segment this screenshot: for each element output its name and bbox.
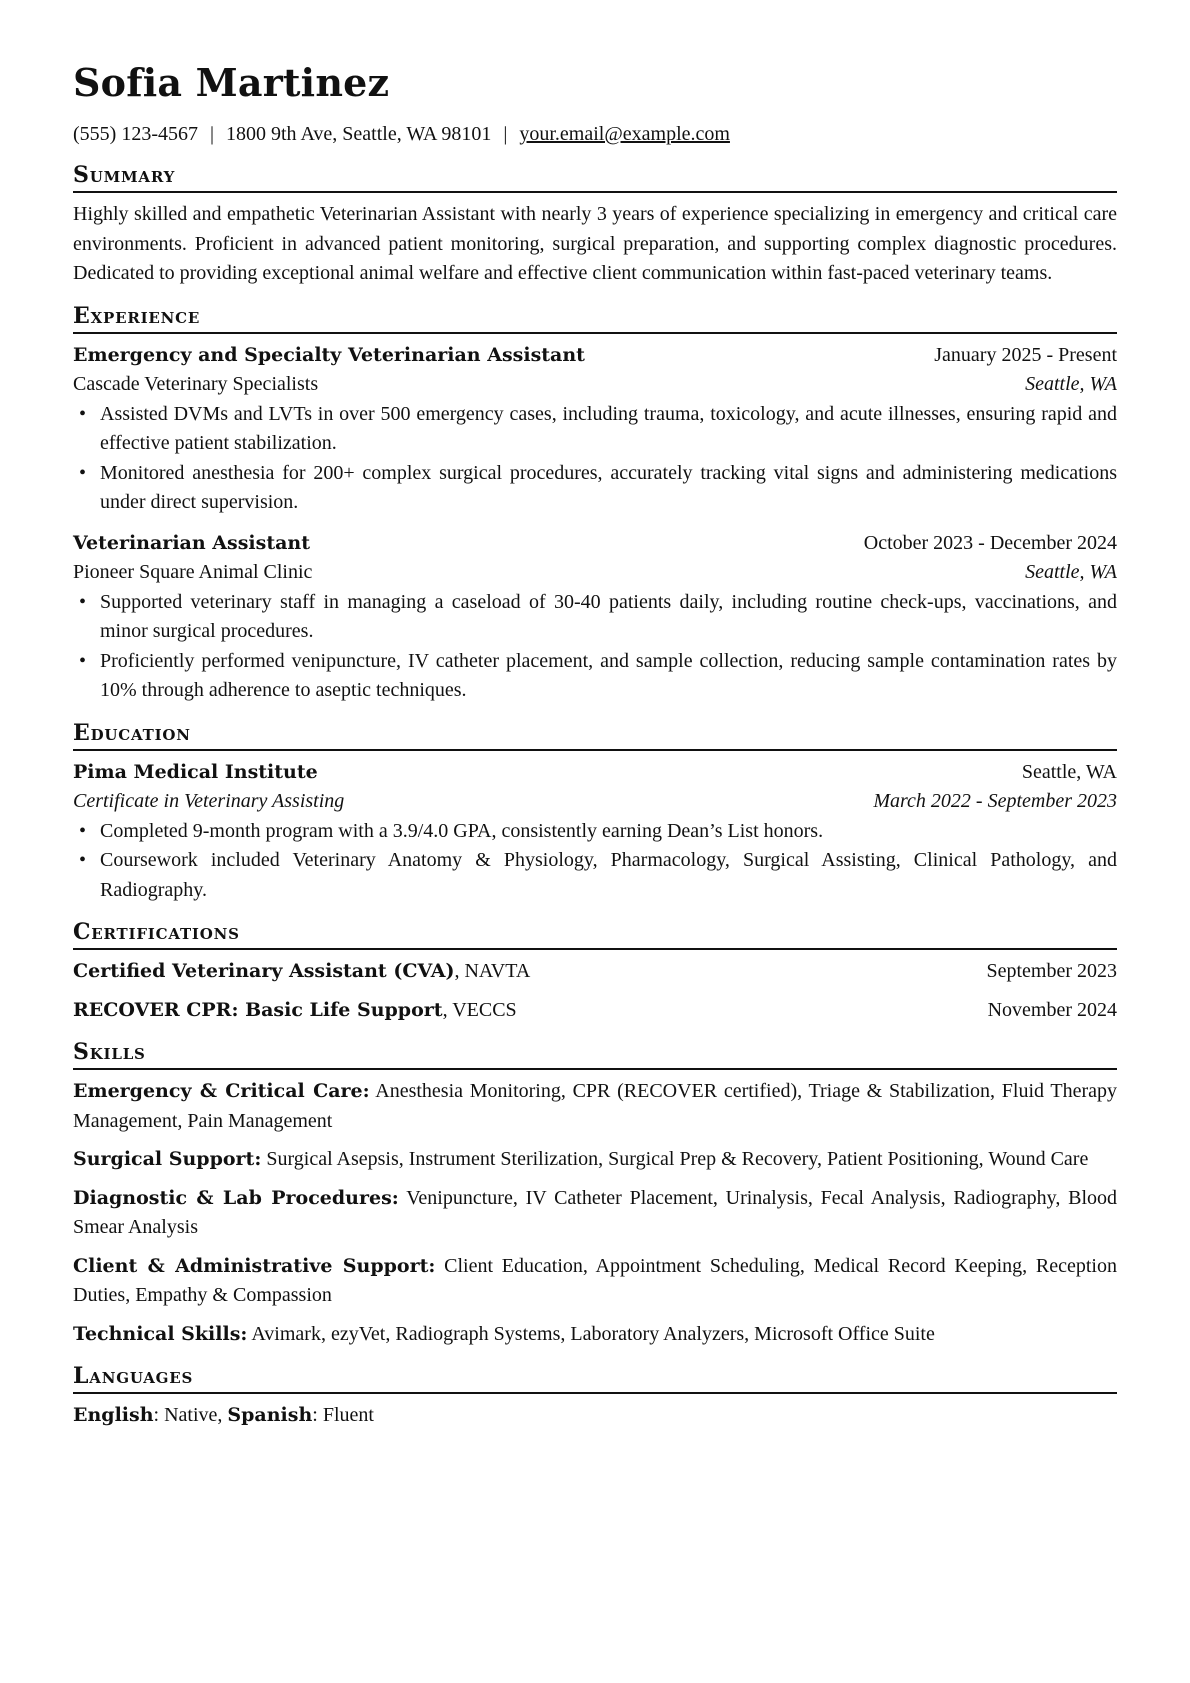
skill-list: Surgical Asepsis, Instrument Sterilization, Surgical Prep & Recovery, Patient Positioning, Wound Care — [261, 1148, 1089, 1170]
bullet-item: • Coursework included Veterinary Anatomy & Physiology, Pharmacology, Surgical Assisting, Clinical Pathology, and Radiography. — [100, 846, 1117, 905]
skill-label: Diagnostic & Lab Procedures: — [73, 1186, 399, 1209]
languages-line — [73, 1401, 1117, 1431]
skill-list: Client Education, Appointment Scheduling, Medical Record Keeping, Reception Duties, Empathy & Compassion — [73, 1254, 1117, 1306]
bullet-item: • Supported veterinary staff in managing a caseload of 30-40 patients daily, including routine check-ups, vaccinations, and minor surgical procedures. — [100, 588, 1117, 647]
email-link[interactable]: your.email@example.com — [519, 123, 730, 145]
education-dates: March 2022 - September 2023 — [873, 790, 1117, 812]
certification-name: Certified Veterinary Assistant (CVA) — [73, 960, 455, 982]
certification-item — [73, 996, 1117, 1025]
candidate-name: Sofia Martinez — [73, 60, 390, 105]
summary-text: Highly skilled and empathetic Veterinarian Assistant with nearly 3 years of experience specializing in emergency and critical care environments. Proficient in advanced patient monitoring, surgical preparation, and supporting complex diagnostic procedures. Dedicated to providing exceptional animal welfare and effective client communication within fast-paced veterinary teams. — [73, 203, 1117, 284]
job-dates: January 2025 - Present — [934, 343, 1117, 366]
company-name: Pioneer Square Animal Clinic — [73, 561, 313, 583]
skill-group — [73, 1184, 1117, 1243]
school-location: Seattle, WA — [1021, 760, 1117, 783]
job-location: Seattle, WA — [1025, 373, 1117, 395]
education-bullets — [73, 817, 1117, 906]
skill-list: Avimark, ezyVet, Radiograph Systems, Laboratory Analyzers, Microsoft Office Suite — [247, 1322, 935, 1345]
certification-item — [73, 957, 1117, 986]
education-section — [73, 718, 1117, 906]
job-location: Seattle, WA — [1025, 561, 1117, 583]
skill-label: Technical Skills: — [73, 1322, 248, 1345]
skill-list: Venipuncture, IV Catheter Placement, Urinalysis, Fecal Analysis, Radiography, Blood Smear Analysis — [73, 1186, 1117, 1238]
section-title-skills: Skills — [73, 1037, 1117, 1070]
section-title-summary: Summary — [73, 160, 1117, 193]
certifications-section — [73, 917, 1117, 1025]
phone-number: (555) 123-4567 — [73, 123, 198, 145]
certification-issuer: , VECCS — [442, 999, 517, 1021]
certification-issuer: , NAVTA — [454, 960, 531, 982]
language-level: : Native, — [153, 1404, 228, 1426]
job-bullets — [73, 400, 1117, 518]
company-name: Cascade Veterinary Specialists — [73, 373, 319, 395]
address: 1800 9th Ave, Seattle, WA 98101 — [226, 123, 492, 145]
bullet-item: • Completed 9-month program with a 3.9/4.0 GPA, consistently earning Dean’s List honors. — [100, 817, 1117, 847]
certification-date: November 2024 — [987, 999, 1117, 1021]
job-entry — [73, 341, 1117, 518]
contact-separator: | — [209, 123, 214, 145]
skill-group — [73, 1320, 1117, 1350]
experience-section — [73, 301, 1117, 706]
skill-group — [73, 1145, 1117, 1175]
certification-date: September 2023 — [986, 960, 1117, 982]
language-name: Spanish — [227, 1404, 313, 1426]
school-name: Pima Medical Institute — [73, 760, 318, 783]
job-title: Emergency and Specialty Veterinarian Assistant — [73, 343, 585, 366]
language-level: : Fluent — [312, 1404, 374, 1426]
languages-section — [73, 1361, 1117, 1431]
job-entry — [73, 529, 1117, 706]
skill-label: Client & Administrative Support: — [73, 1254, 436, 1277]
section-title-experience: Experience — [73, 301, 1117, 334]
degree-name: Certificate in Veterinary Assisting — [73, 790, 345, 812]
education-entry — [73, 758, 1117, 906]
skill-label: Surgical Support: — [73, 1148, 262, 1170]
skill-list: Anesthesia Monitoring, CPR (RECOVER certified), Triage & Stabilization, Fluid Therapy Management, Pain Management — [73, 1080, 1117, 1132]
summary-section — [73, 160, 1117, 289]
job-dates: October 2023 - December 2024 — [863, 531, 1117, 554]
bullet-item: • Monitored anesthesia for 200+ complex surgical procedures, accurately tracking vital signs and administering medications under direct supervision. — [100, 459, 1117, 518]
contact-line — [73, 120, 1117, 148]
language-name: English — [73, 1404, 154, 1426]
contact-separator: | — [503, 123, 508, 145]
skill-group — [73, 1252, 1117, 1311]
skill-group — [73, 1077, 1117, 1136]
section-title-education: Education — [73, 718, 1117, 751]
section-title-languages: Languages — [73, 1361, 1117, 1394]
section-title-certifications: Certifications — [73, 917, 1117, 950]
bullet-item: • Assisted DVMs and LVTs in over 500 emergency cases, including trauma, toxicology, and acute illnesses, ensuring rapid and effective patient stabilization. — [100, 400, 1117, 459]
skills-section — [73, 1037, 1117, 1349]
bullet-item: • Proficiently performed venipuncture, IV catheter placement, and sample collection, reducing sample contamination rates by 10% through adherence to aseptic techniques. — [100, 647, 1117, 706]
job-title: Veterinarian Assistant — [73, 531, 310, 554]
skill-label: Emergency & Critical Care: — [73, 1080, 370, 1102]
job-bullets — [73, 588, 1117, 706]
certification-name: RECOVER CPR: Basic Life Support — [73, 999, 443, 1021]
